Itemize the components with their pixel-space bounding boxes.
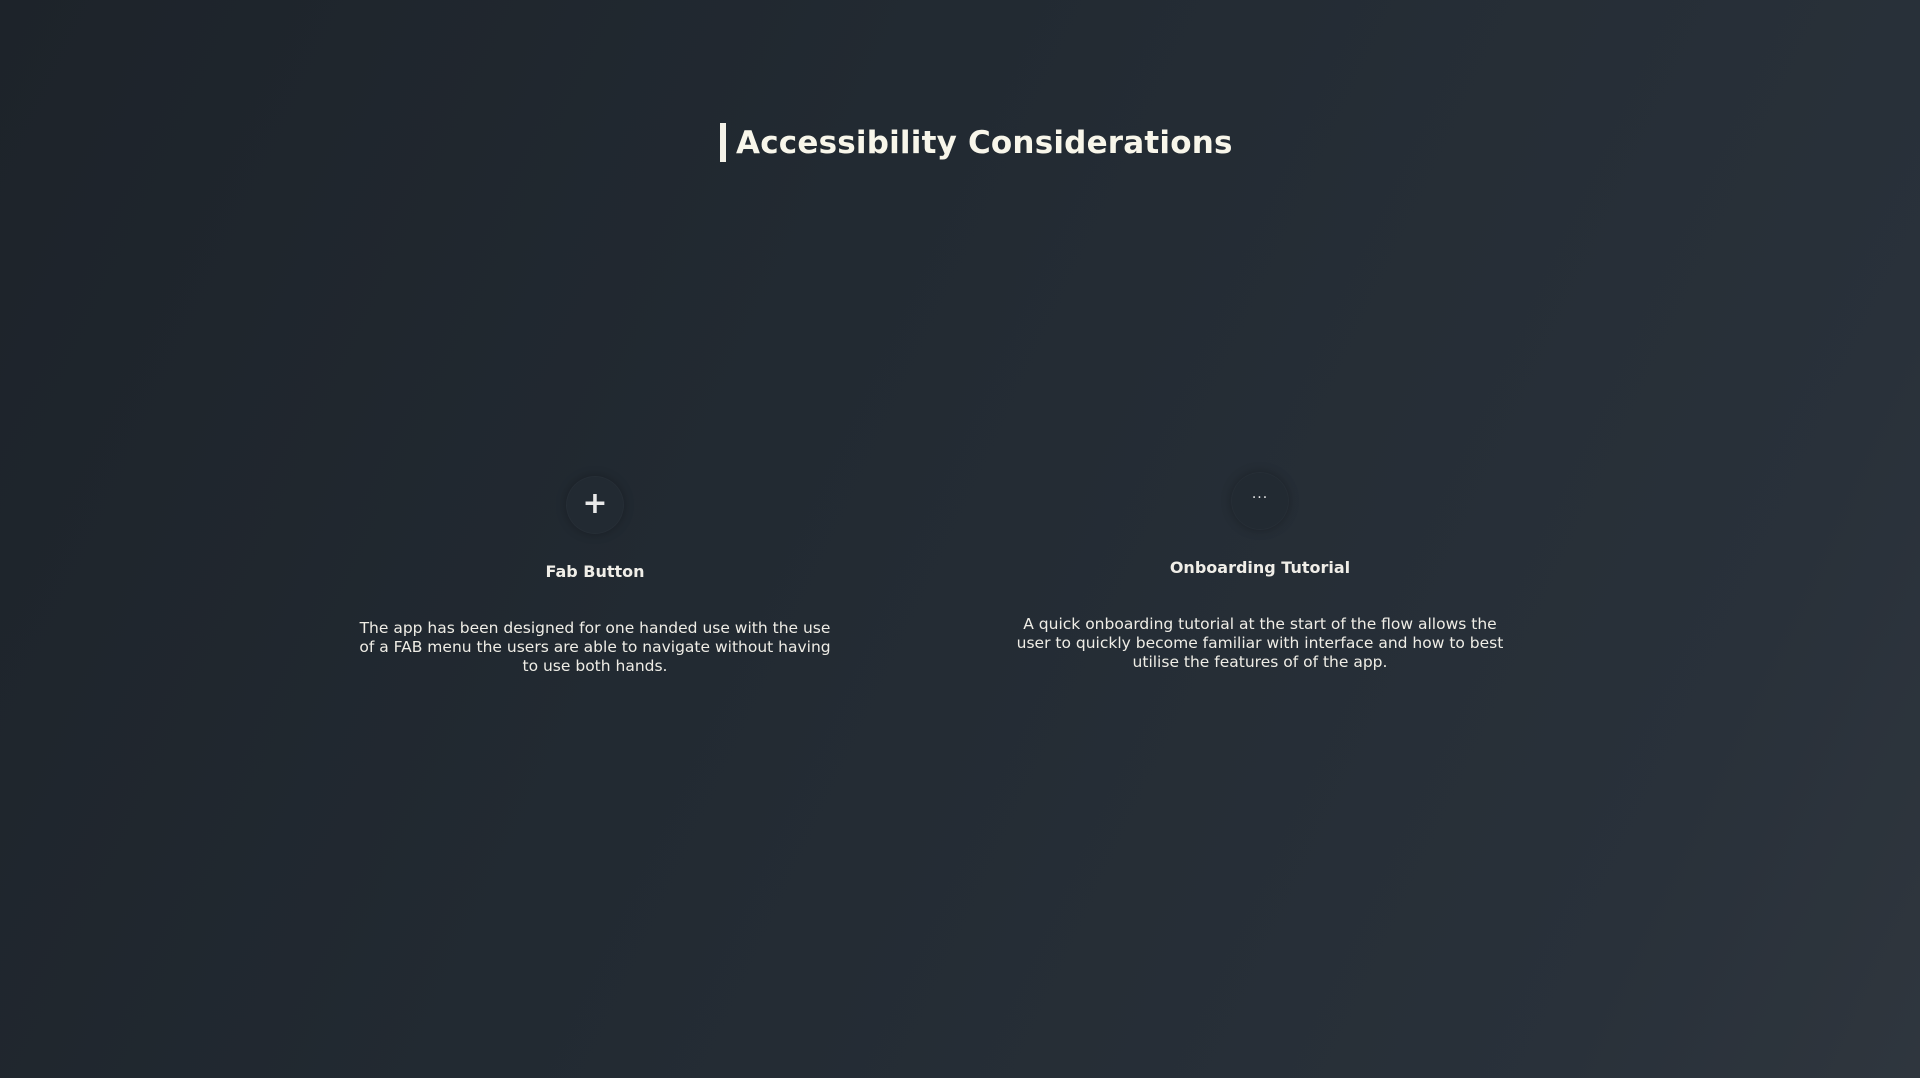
page-title-text: Accessibility Considerations: [736, 124, 1233, 161]
page-title: [720, 123, 1233, 162]
card-description: The app has been designed for one handed use with the use of a FAB menu the users are able to navigate without having to use both hands.: [359, 619, 831, 675]
card-description: A quick onboarding tutorial at the start of the flow allows the user to quickly become familiar with interface and how to best utilise the features of of the app.: [1016, 615, 1504, 671]
card-title: Onboarding Tutorial: [1169, 558, 1351, 577]
plus-icon: +: [582, 486, 608, 521]
card-title: Fab Button: [545, 562, 645, 581]
fab-plus-button[interactable]: [566, 476, 624, 534]
more-dots-icon: ···: [1251, 490, 1269, 506]
fab-button-card: [345, 476, 845, 676]
more-options-button[interactable]: [1231, 472, 1289, 530]
onboarding-tutorial-card: [1010, 472, 1510, 672]
title-accent-bar: [720, 123, 726, 162]
